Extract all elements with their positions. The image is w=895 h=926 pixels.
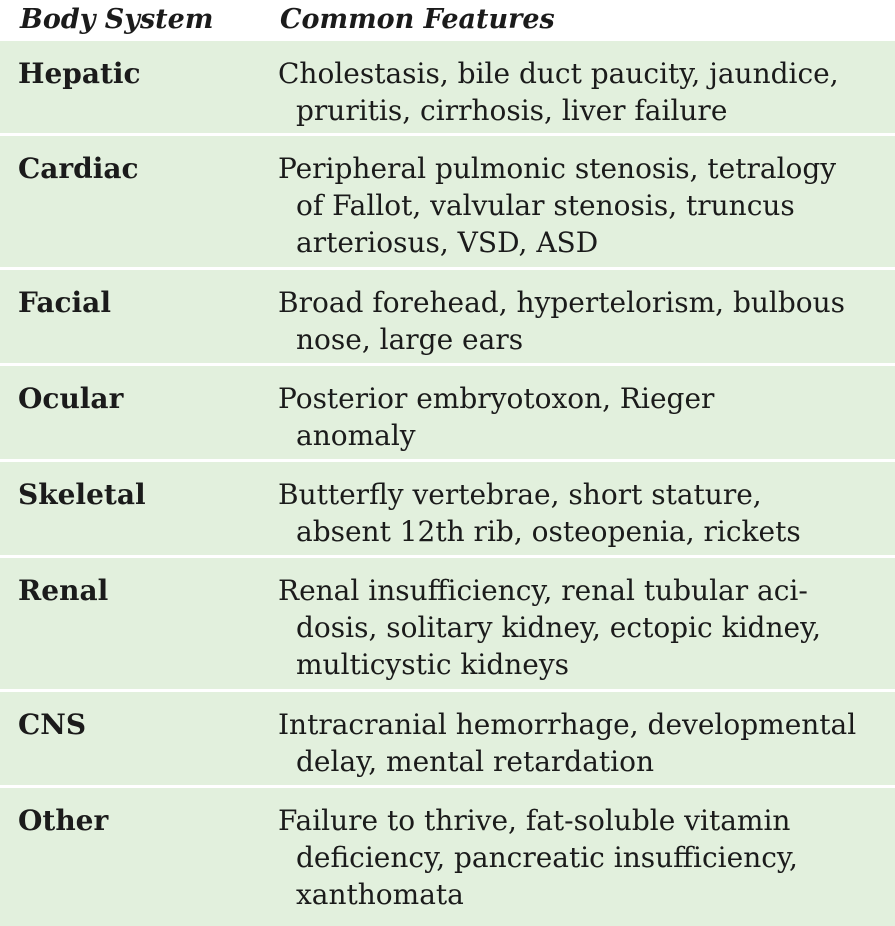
features-cell [260,284,880,363]
feature-line: Intracranial hemorrhage, developmental [278,708,857,741]
table-row [0,267,895,363]
features-cell [260,802,880,926]
feature-line: pruritis, cirrhosis, liver failure [296,94,728,127]
body-system-cell: Renal [18,574,109,607]
feature-line: Posterior embryotoxon, Rieger [278,382,715,415]
header-common-features: Common Features [280,3,555,35]
body-system-cell: Cardiac [18,152,139,185]
features-cell [260,476,880,555]
feature-line: Peripheral pulmonic stenosis, tetralogy [278,152,837,185]
feature-line: nose, large ears [296,323,524,356]
features-cell [260,572,880,689]
feature-line: Broad forehead, hypertelorism, bulbous [278,286,846,319]
body-system-cell: Hepatic [18,57,141,90]
feature-line: dosis, solitary kidney, ectopic kidney, [296,611,822,644]
table-row [0,689,895,785]
feature-line: delay, mental retardation [296,745,654,778]
table-header [0,0,895,38]
table-row [0,38,895,133]
features-cell [260,706,880,785]
body-system-cell: Other [18,804,109,837]
feature-line: of Fallot, valvular stenosis, truncus [296,189,795,222]
features-cell [260,380,880,459]
table-row [0,459,895,555]
body-system-cell: Skeletal [18,478,146,511]
table-row [0,555,895,689]
feature-line: Renal insufficiency, renal tubular aci- [278,574,808,607]
feature-line: Failure to thrive, fat-soluble vitamin [278,804,791,837]
body-system-cell: Facial [18,286,111,319]
body-system-cell: CNS [18,708,87,741]
feature-line: Butterfly vertebrae, short stature, [278,478,762,511]
feature-line: anomaly [296,419,416,452]
feature-line: arteriosus, VSD, ASD [296,226,599,259]
features-cell [260,55,880,133]
features-cell [260,150,880,267]
feature-line: Cholestasis, bile duct paucity, jaundice, [278,57,839,90]
feature-line: multicystic kidneys [296,648,570,681]
feature-line: xanthomata [296,878,464,911]
feature-line: absent 12th rib, osteopenia, rickets [296,515,801,548]
header-body-system: Body System [20,3,214,35]
body-system-cell: Ocular [18,382,124,415]
table-row [0,785,895,926]
feature-line: deficiency, pancreatic insufficiency, [296,841,798,874]
table-row [0,363,895,459]
table-row [0,133,895,267]
